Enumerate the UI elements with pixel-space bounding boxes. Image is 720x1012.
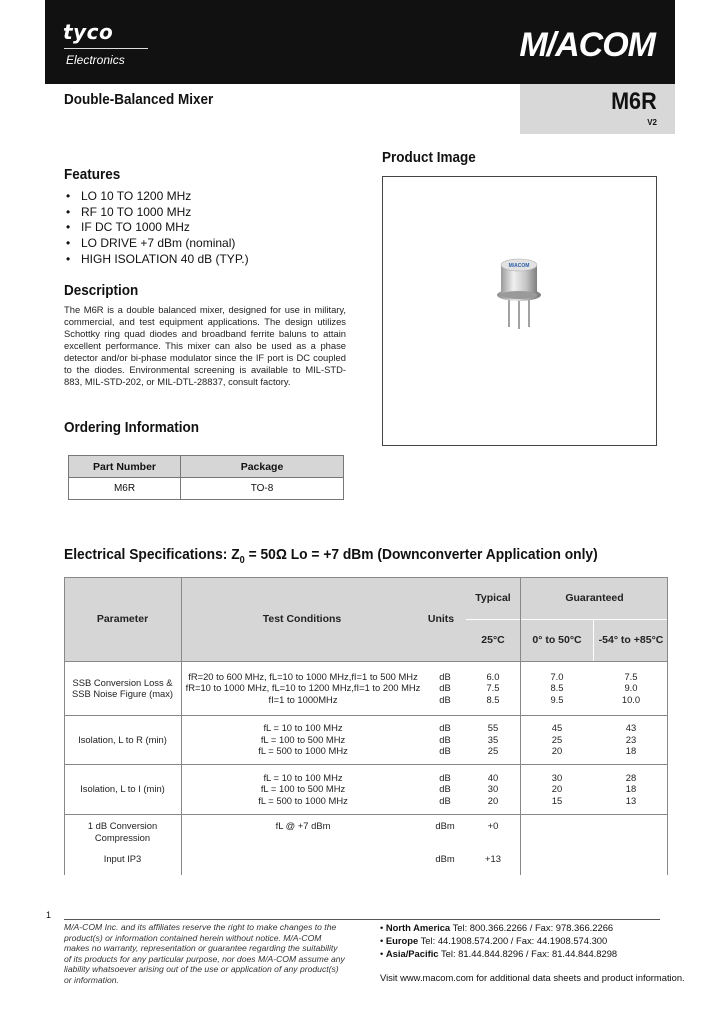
units-cell-line: dB [439,722,451,734]
tyco-logo: tyco [63,20,114,44]
guaranteed-value-cell-line: 7.0 [550,670,564,682]
package-leads [509,299,529,329]
units-cell [424,715,466,764]
version-label: V2 [647,118,657,127]
test-condition-cell [182,764,424,814]
guaranteed-value-cell-line: 23 [625,733,637,745]
units-cell-line: dB [439,745,451,757]
description-text: The M6R is a double balanced mixer, designed for use in military, commercial, and test equipment applications. The design utilizes Schottky ring quad diodes and broadband ferrite baluns to attain excellent performance. This mixer can also be used as a phase detector and/or bi-phase modulator since the IF port is DC coupled to the diodes. Environmental screening is available to MIL-STD-883, MIL-STD-202, or MIL-DTL-28837, consult factory. [64,304,346,387]
units-cell [424,847,466,875]
units-cell [424,661,466,715]
test-condition-cell-line: fL @ +7 dBm [275,820,331,831]
logo-divider [64,48,148,49]
feature-item: • LO 10 TO 1200 MHz [64,189,249,205]
typical-value-cell-line: 25 [487,745,499,757]
header-guaranteed-temp-1: 0° to 50°C [532,634,582,646]
header-typical: Typical [475,592,511,604]
parameter-cell-line: Input IP3 [103,853,142,864]
guaranteed-value-cell [594,661,668,715]
guaranteed-value-cell-line: 9.5 [550,693,564,705]
contact-info: Tel: 800.366.2266 / Fax: 978.366.2266 [452,922,614,933]
test-condition-cell-line: fL = 100 to 500 MHz [260,783,346,795]
units-cell-line: dB [439,771,451,783]
product-image-heading: Product Image [382,149,476,166]
test-condition-cell-line: fL = 500 to 1000 MHz [258,794,348,806]
contact-info: Tel: 81.44.844.8296 / Fax: 81.44.844.8298 [440,947,618,959]
guaranteed-value-cell-line: 45 [551,722,563,734]
footer-divider [64,919,660,920]
test-condition-cell-line: fR=10 to 1000 MHz, fL=10 to 1200 MHz,fI=1 to 200 MHz [185,682,421,694]
test-condition-cell [182,661,424,715]
contact-asia-pacific: • Asia/Pacific Tel: 81.44.844.8296 / Fax: 81.44.844.8298 [380,947,618,959]
typical-value-cell-line: +0 [487,820,499,831]
typical-value-cell-line: 8.5 [486,693,500,705]
units-cell-line: dBm [435,853,455,864]
guaranteed-value-cell-line: 9.0 [624,682,638,694]
feature-item: • IF DC TO 1000 MHz [64,220,249,236]
spec-title-prefix: Electrical Specifications: Z [64,546,240,563]
typical-value-cell [466,764,520,814]
typical-value-cell-line: +13 [485,853,501,864]
typical-value-cell [466,715,520,764]
guaranteed-value-cell-line: 30 [551,771,563,783]
page-number: 1 [46,910,52,920]
parameter-cell [64,814,181,847]
units-cell [424,814,466,847]
units-cell-line: dB [439,682,451,694]
units-cell-line: dB [439,693,451,705]
guaranteed-value-cell-line: 7.5 [624,670,638,682]
units-cell [424,764,466,814]
package-marking: M/ACOM [508,263,530,269]
test-condition-cell-line: fL = 10 to 100 MHz [263,722,343,734]
typical-value-cell-line: 40 [487,771,499,783]
parameter-cell-line: Isolation, L to R (min) [78,733,167,745]
contact-north-america: • North America Tel: 800.366.2266 / Fax: 978.366.2266 [380,922,614,933]
header-guaranteed-temp-2: -54° to +85°C [598,634,664,646]
test-condition-cell-line: fR=20 to 600 MHz, fL=10 to 1000 MHz,fI=1 to 500 MHz [188,670,418,682]
units-cell-line: dBm [435,820,455,831]
units-cell-line: dB [439,733,451,745]
parameter-cell-line: Isolation, L to I (min) [80,783,165,795]
guaranteed-value-cell-line: 25 [551,733,563,745]
table-row [69,478,344,500]
guaranteed-value-cell-line: 20 [551,783,563,795]
column-header: Part Number [69,456,181,478]
feature-item: • LO DRIVE +7 dBm (nominal) [64,236,249,252]
to8-package-image [383,177,658,447]
contact-list [380,922,617,960]
guaranteed-value-cell [521,661,593,715]
typical-value-cell-line: 6.0 [486,670,500,682]
electrical-spec-heading [64,546,598,566]
table-cell: M6R [69,478,181,500]
legal-disclaimer: M/A-COM Inc. and its affiliates reserve the right to make changes to the product(s) or information contained herein without notice. M/A-COM makes no warranty, representation or guarantee regarding the suitability of its products for any particular purpose, nor does M/A-COM assume any liability whatsoever arising out of the use or application of any product(s) or information. [64,922,345,985]
test-condition-cell-line: fL = 100 to 500 MHz [260,733,346,745]
units-cell-line: dB [439,783,451,795]
units-cell-line: dB [439,794,451,806]
guaranteed-value-cell-line: 8.5 [550,682,564,694]
units-cell-line: dB [439,670,451,682]
typical-value-cell [466,847,520,875]
parameter-cell [64,764,181,814]
header-units: Units [427,613,455,625]
guaranteed-value-cell [594,764,668,814]
test-condition-cell-line: fI=1 to 1000MHz [268,693,338,705]
guaranteed-value-cell-line: 10.0 [621,693,641,705]
ordering-heading: Ordering Information [64,419,199,436]
test-condition-cell [182,715,424,764]
header-parameter: Parameter [96,613,149,625]
typical-value-cell-line: 7.5 [486,682,500,694]
parameter-cell-line: Compression [94,831,151,843]
typical-value-cell-line: 20 [487,794,499,806]
typical-value-cell [466,814,520,847]
typical-value-cell-line: 30 [487,783,499,795]
table-cell: TO-8 [181,478,344,500]
product-image-frame [382,176,657,446]
contact-region: North America [385,922,451,933]
header-bar [45,0,675,84]
typical-value-cell-line: 35 [487,733,499,745]
spec-title-suffix: = 50Ω Lo = +7 dBm (Downconverter Application only) [244,546,598,563]
features-list [64,189,249,268]
guaranteed-value-cell-line: 43 [625,722,637,734]
test-condition-cell [182,814,424,847]
guaranteed-value-cell-line: 28 [625,771,637,783]
table-header-row [69,456,344,478]
document-title: Double-Balanced Mixer [64,91,214,108]
header-guaranteed: Guaranteed [565,592,624,604]
ordering-table [68,455,344,500]
header-test-conditions: Test Conditions [262,613,342,625]
title-bar [45,84,675,134]
tyco-electronics-label: Electronics [66,53,125,67]
test-condition-cell-line: fL = 500 to 1000 MHz [258,745,348,757]
part-number: M6R [611,88,657,115]
macom-logo: M/ACOM [519,26,655,64]
guaranteed-value-cell-line: 20 [551,745,563,757]
guaranteed-value-cell [521,764,593,814]
guaranteed-value-cell [521,715,593,764]
guaranteed-value-cell [594,715,668,764]
guaranteed-value-cell-line: 18 [625,745,637,757]
guaranteed-value-cell-line: 15 [551,794,563,806]
description-heading: Description [64,282,139,299]
grid-line [466,619,668,620]
contact-region: Europe [385,934,419,946]
electrical-spec-table [64,577,668,875]
contact-info: Tel: 44.1908.574.200 / Fax: 44.1908.574.300 [420,934,608,946]
test-condition-cell-line: fL = 10 to 100 MHz [263,771,343,783]
parameter-cell-line: SSB Noise Figure (max) [71,688,174,699]
typical-value-cell-line: 55 [487,722,499,734]
header-typical-temp: 25°C [481,634,505,646]
feature-item: • RF 10 TO 1000 MHz [64,205,249,221]
website-link[interactable]: Visit www.macom.com for additional data sheets and product information. [380,972,685,983]
parameter-cell-line: 1 dB Conversion [87,820,158,831]
grid-line [593,619,594,661]
contact-europe: • Europe Tel: 44.1908.574.200 / Fax: 44.1908.574.300 [380,934,608,946]
spec-title-subscript: 0 [239,555,245,566]
guaranteed-value-cell-line: 18 [625,783,637,795]
typical-value-cell [466,661,520,715]
column-header: Package [181,456,344,478]
guaranteed-value-cell-line: 13 [625,794,637,806]
parameter-cell-line: SSB Conversion Loss & [72,676,173,688]
feature-item: • HIGH ISOLATION 40 dB (TYP.) [64,252,249,268]
contact-region: Asia/Pacific [385,947,439,959]
parameter-cell [64,661,181,715]
parameter-cell [64,847,181,875]
parameter-cell [64,715,181,764]
grid-line [64,577,668,578]
features-heading: Features [64,166,121,183]
